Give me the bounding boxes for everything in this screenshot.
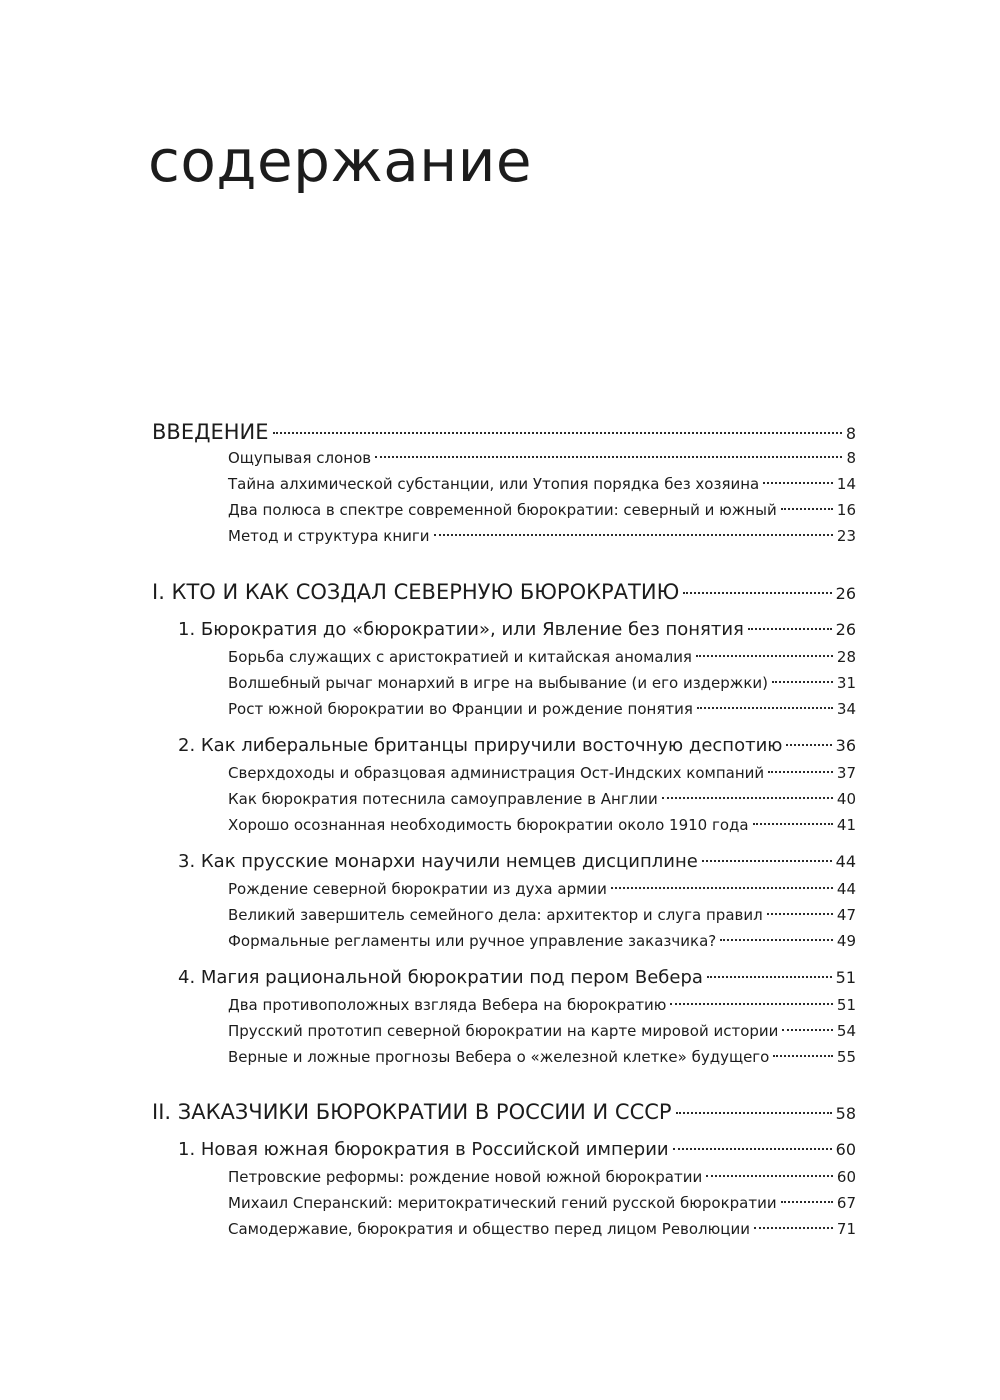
dot-leader xyxy=(673,1148,832,1150)
dot-leader xyxy=(434,534,833,536)
toc-entry-section xyxy=(228,449,856,477)
toc-page-number: 49 xyxy=(836,932,856,950)
dot-leader xyxy=(772,681,833,683)
dot-leader xyxy=(768,771,833,773)
toc-entry-chapter xyxy=(178,619,856,647)
toc-page-number: 23 xyxy=(836,527,856,545)
toc-entry-section xyxy=(228,816,856,844)
toc-entry-title: 4. Магия рациональной бюрократии под пером Вебера xyxy=(178,967,703,988)
toc-entry-section xyxy=(228,1194,856,1222)
toc-entry-title: 3. Как прусские монархи научили немцев дисциплине xyxy=(178,851,698,872)
toc-entry-title: Рост южной бюрократии во Франции и рождение понятия xyxy=(228,700,693,718)
toc-page-number: 14 xyxy=(836,475,856,493)
toc-entry-chapter xyxy=(178,735,856,763)
toc-entry-title: I. КТО И КАК СОЗДАЛ СЕВЕРНУЮ БЮРОКРАТИЮ xyxy=(152,580,680,604)
toc-entry-title: Прусский прототип северной бюрократии на карте мировой истории xyxy=(228,1022,779,1040)
toc-entry-title: Борьба служащих с аристократией и китайская аномалия xyxy=(228,648,692,666)
toc-entry-title: Рождение северной бюрократии из духа армии xyxy=(228,880,607,898)
dot-leader xyxy=(662,797,833,799)
dot-leader xyxy=(782,1029,833,1031)
dot-leader xyxy=(753,823,833,825)
dot-leader xyxy=(707,976,832,978)
dot-leader xyxy=(676,1112,832,1114)
toc-entry-title: Волшебный рычаг монархий в игре на выбывание (и его издержки) xyxy=(228,674,768,692)
toc-entry-title: Формальные регламенты или ручное управление заказчика? xyxy=(228,932,717,950)
toc-page-number: 60 xyxy=(836,1168,856,1186)
toc-page-number: 31 xyxy=(836,674,856,692)
toc-page-number: 16 xyxy=(836,501,856,519)
toc-entry-title: Тайна алхимической субстанции, или Утопия порядка без хозяина xyxy=(228,475,760,493)
toc-page-number: 58 xyxy=(835,1104,856,1123)
dot-leader xyxy=(754,1227,833,1229)
toc-entry-section xyxy=(228,527,856,555)
toc-page-number: 44 xyxy=(835,852,856,871)
toc-page-number: 26 xyxy=(835,584,856,603)
toc-page-number: 28 xyxy=(836,648,856,666)
toc-page-number: 40 xyxy=(836,790,856,808)
dot-leader xyxy=(683,592,831,594)
dot-leader xyxy=(773,1055,833,1057)
toc-entry-title: Метод и структура книги xyxy=(228,527,430,545)
toc-entry-section xyxy=(228,880,856,908)
toc-entry-title: ВВЕДЕНИЕ xyxy=(152,420,269,444)
toc-page-number: 41 xyxy=(836,816,856,834)
toc-page-number: 55 xyxy=(836,1048,856,1066)
toc-entry-title: II. ЗАКАЗЧИКИ БЮРОКРАТИИ В РОССИИ И СССР xyxy=(152,1100,672,1124)
toc-entry-title: Верные и ложные прогнозы Вебера о «железной клетке» будущего xyxy=(228,1048,770,1066)
toc-entry-title: Сверхдоходы и образцовая администрация Ост-Индских компаний xyxy=(228,764,765,782)
dot-leader xyxy=(763,482,833,484)
toc-entry-chapter xyxy=(178,851,856,879)
toc-entry-section xyxy=(228,475,856,503)
toc-entry-title: Петровские реформы: рождение новой южной бюрократии xyxy=(228,1168,703,1186)
toc-entry-section xyxy=(228,1022,856,1050)
toc-entry-title: 1. Новая южная бюрократия в Российской империи xyxy=(178,1139,669,1160)
toc-entry-section xyxy=(228,1048,856,1076)
toc-entry-chapter xyxy=(178,967,856,995)
toc-entry-title: Великий завершитель семейного дела: архитектор и слуга правил xyxy=(228,906,763,924)
toc-page-number: 51 xyxy=(836,996,856,1014)
toc-page-number: 26 xyxy=(835,620,856,639)
toc-entry-title: Два полюса в спектре современной бюрократии: северный и южный xyxy=(228,501,777,519)
toc-entry-section xyxy=(228,648,856,676)
toc-entry-section xyxy=(228,764,856,792)
toc-entry-title: Ощупывая слонов xyxy=(228,449,372,467)
page-title: содержание xyxy=(148,127,533,195)
toc-entry-title: 2. Как либеральные британцы приручили восточную деспотию xyxy=(178,735,783,756)
toc-entry-section xyxy=(228,1168,856,1196)
toc-entry-section xyxy=(228,932,856,960)
dot-leader xyxy=(273,432,842,434)
toc-page-number: 71 xyxy=(836,1220,856,1238)
toc-entry-section xyxy=(228,1220,856,1248)
dot-leader xyxy=(611,887,833,889)
dot-leader xyxy=(767,913,833,915)
toc-entry-title: Два противоположных взгляда Вебера на бюрократию xyxy=(228,996,667,1014)
toc-entry-title: Михаил Сперанский: меритократический гений русской бюрократии xyxy=(228,1194,777,1212)
toc-page-number: 54 xyxy=(836,1022,856,1040)
toc-entry-section xyxy=(228,906,856,934)
dot-leader xyxy=(781,508,833,510)
toc-page-number: 47 xyxy=(836,906,856,924)
toc-entry-part xyxy=(152,420,856,448)
dot-leader xyxy=(706,1175,833,1177)
toc-entry-section xyxy=(228,700,856,728)
toc-entry-part xyxy=(152,580,856,608)
dot-leader xyxy=(670,1003,832,1005)
toc-entry-section xyxy=(228,674,856,702)
toc-page-number: 34 xyxy=(836,700,856,718)
toc-page-number: 51 xyxy=(835,968,856,987)
dot-leader xyxy=(748,628,832,630)
dot-leader xyxy=(781,1201,833,1203)
toc-entry-section xyxy=(228,790,856,818)
toc-page-number: 8 xyxy=(845,424,856,443)
dot-leader xyxy=(702,860,832,862)
dot-leader xyxy=(375,456,842,458)
toc-page-number: 44 xyxy=(836,880,856,898)
toc-entry-part xyxy=(152,1100,856,1128)
dot-leader xyxy=(697,707,833,709)
toc-page-number: 60 xyxy=(835,1140,856,1159)
toc-entry-section xyxy=(228,501,856,529)
dot-leader xyxy=(696,655,833,657)
dot-leader xyxy=(720,939,833,941)
toc-entry-title: Хорошо осознанная необходимость бюрократии около 1910 года xyxy=(228,816,749,834)
toc-page-number: 37 xyxy=(836,764,856,782)
dot-leader xyxy=(786,744,831,746)
toc-page-number: 36 xyxy=(835,736,856,755)
toc-page-number: 67 xyxy=(836,1194,856,1212)
toc-entry-title: Как бюрократия потеснила самоуправление в Англии xyxy=(228,790,658,808)
toc-entry-title: 1. Бюрократия до «бюрократии», или Явление без понятия xyxy=(178,619,744,640)
toc-page-number: 8 xyxy=(846,449,856,467)
toc-entry-chapter xyxy=(178,1139,856,1167)
toc-entry-section xyxy=(228,996,856,1024)
toc-entry-title: Самодержавие, бюрократия и общество перед лицом Революции xyxy=(228,1220,750,1238)
